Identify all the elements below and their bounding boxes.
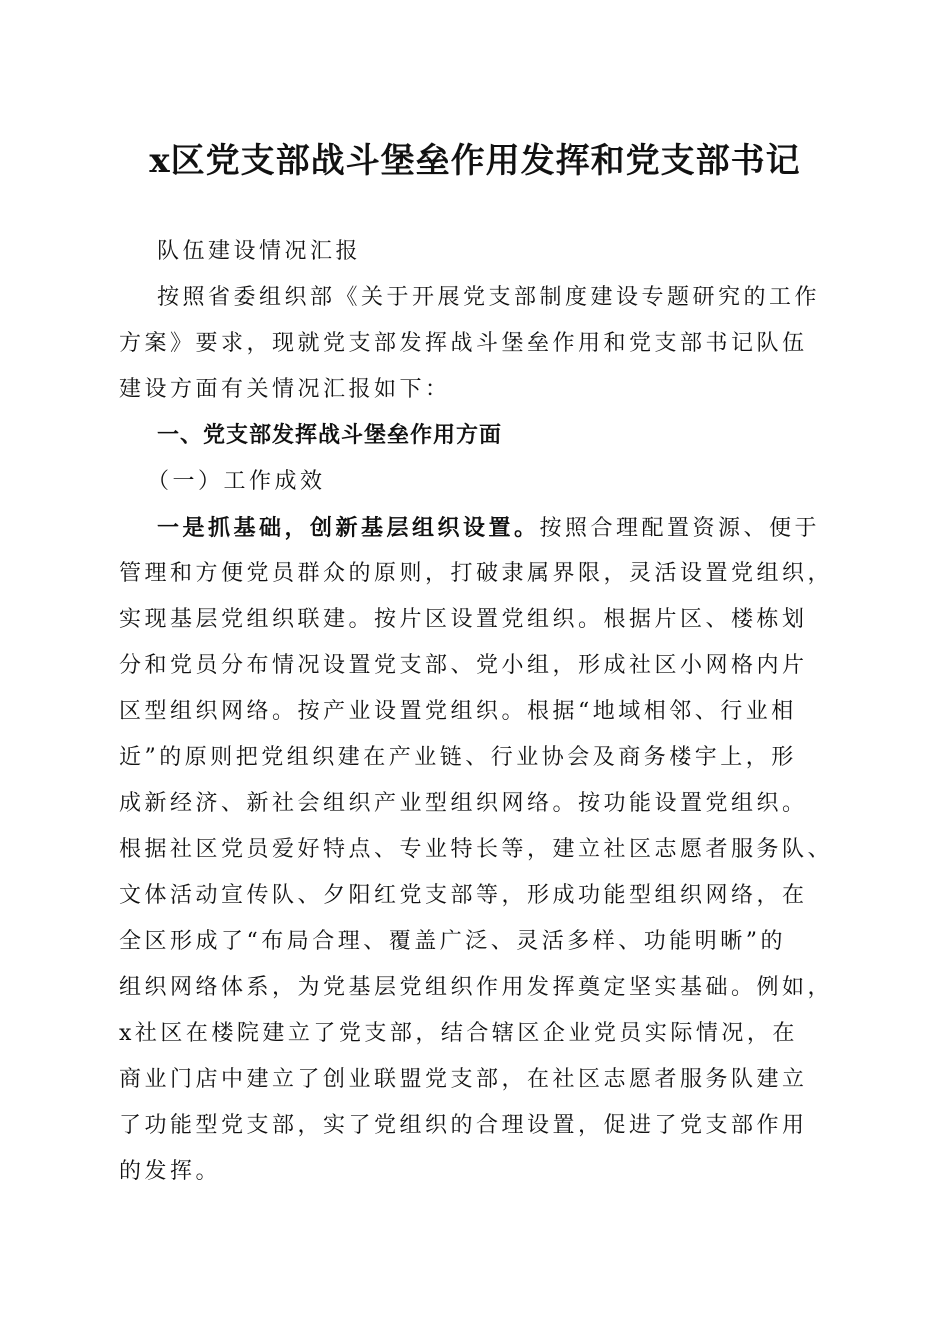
section-heading-2: （一）工作成效 — [147, 469, 326, 494]
paragraph-line: 了功能型党支部，实了党组织的合理设置，促进了党支部作用 — [119, 1113, 808, 1138]
paragraph-line: 的发挥。 — [119, 1159, 222, 1184]
document-body — [119, 229, 839, 1195]
paragraph-line: 文体活动宣传队、夕阳红党支部等，形成功能型组织网络，在 — [119, 883, 808, 908]
document-subtitle: 队伍建设情况汇报 — [157, 239, 362, 264]
paragraph-line: 成新经济、新社会组织产业型组织网络。按功能设置党组织。 — [119, 791, 808, 816]
paragraph-line: 组织网络体系，为党基层党组织作用发挥奠定坚实基础。例如， — [119, 975, 834, 1000]
paragraph-line: 近”的原则把党组织建在产业链、行业协会及商务楼宇上，形 — [119, 745, 797, 770]
paragraph-line: 分和党员分布情况设置党支部、党小组，形成社区小网格内片 — [119, 653, 808, 678]
intro-line: 方案》要求，现就党支部发挥战斗堡垒作用和党支部书记队伍 — [119, 331, 808, 356]
paragraph-line: 实现基层党组织联建。按片区设置党组织。根据片区、楼栋划 — [119, 607, 808, 632]
intro-line: 按照省委组织部《关于开展党支部制度建设专题研究的工作 — [157, 285, 821, 310]
document-title: x区党支部战斗堡垒作用发挥和党支部书记 — [149, 141, 801, 181]
paragraph-line: 区型组织网络。按产业设置党组织。根据“地域相邻、行业相 — [119, 699, 797, 724]
paragraph-lead: 一是抓基础，创新基层组织设置。 — [157, 515, 540, 541]
paragraph-line: 管理和方便党员群众的原则，打破隶属界限，灵活设置党组织， — [119, 561, 834, 586]
intro-line: 建设方面有关情况汇报如下： — [119, 377, 451, 402]
paragraph-line: 商业门店中建立了创业联盟党支部，在社区志愿者服务队建立 — [119, 1067, 808, 1092]
paragraph-line: 根据社区党员爱好特点、专业特长等，建立社区志愿者服务队、 — [119, 837, 834, 862]
paragraph-first-rest: 按照合理配置资源、便于 — [539, 516, 821, 541]
section-heading-1: 一、党支部发挥战斗堡垒作用方面 — [157, 423, 503, 448]
paragraph-line: x社区在楼院建立了党支部，结合辖区企业党员实际情况，在 — [119, 1021, 798, 1046]
paragraph-line: 全区形成了“布局合理、覆盖广泛、灵活多样、功能明晰”的 — [119, 929, 786, 954]
paragraph-first-line — [119, 505, 839, 551]
